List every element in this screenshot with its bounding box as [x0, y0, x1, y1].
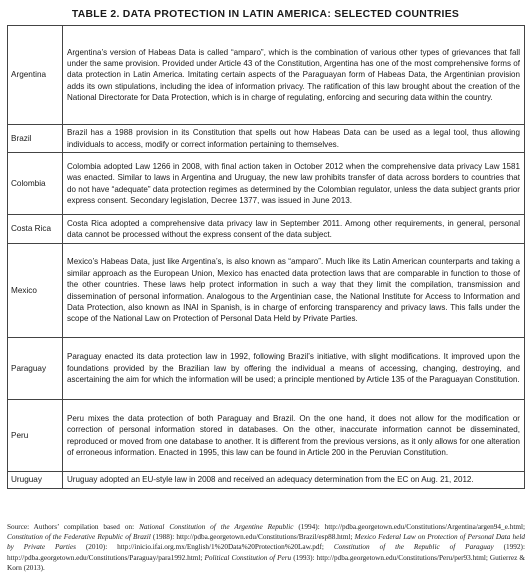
- description-cell: Colombia adopted Law 1266 in 2008, with final action taken in October 2012 when the comprehensive data privacy Law 1581 was enacted. Similar to laws in Argentina and Uruguay, the new law prohibits transfer of data across borders to countries that do not have “adequate” data protection regimes as determined by the Colombian regulator, unless the data subject grants prior express consent. Secondary legislation, Decree 1377, was issued in June 2013.: [63, 153, 525, 215]
- table-row: [8, 244, 525, 338]
- country-cell: Argentina: [8, 26, 63, 125]
- table-row: [8, 215, 525, 244]
- source-title: National Constitution of the Argentine Republic: [139, 523, 294, 531]
- source-title: Constitution of the Federative Republic of Brazil: [7, 533, 151, 542]
- table-row: [8, 125, 525, 153]
- source-text: (1994): http://pdba.georgetown.edu/Constitutions/Argentina/argen94_e.html;: [293, 523, 526, 531]
- source-text: (1992): http://pdba.georgetown.edu/Constitutions/Paraguay/para1992.html;: [7, 543, 525, 562]
- table-row: [8, 153, 525, 215]
- country-cell: Paraguay: [8, 338, 63, 400]
- description-cell: Paraguay enacted its data protection law in 1992, following Brazil’s initiative, with slight modifications. It improved upon the foundations provided by the Brazilian law by offering the individual a means of accessing, changing, destroying, and ascertaining the aim for which the information will be used; a principle mentioned by Article 135 of the Paraguayan Constitution.: [63, 338, 525, 400]
- description-cell: Peru mixes the data protection of both Paraguay and Brazil. On the one hand, it does not allow for the modification or correction of personal information stored in databases. On the other, inaccurate information cannot be disseminated, reproduced or moved from one database to another. It is different from the previous versions, as it only allows for one alteration of erroneous information. Enacted in 1995, this law can be found in Article 200 in the Peruvian Constitution.: [63, 400, 525, 472]
- country-cell: Brazil: [8, 125, 63, 153]
- table-row: [8, 472, 525, 489]
- description-cell: Uruguay adopted an EU-style law in 2008 and received an adequacy determination from the EC on Aug. 21, 2012.: [63, 472, 525, 489]
- source-note: [7, 522, 525, 573]
- data-protection-table: [7, 25, 525, 489]
- source-title: Constitution of the Republic of Paraguay: [333, 543, 494, 552]
- country-cell: Costa Rica: [8, 215, 63, 244]
- country-cell: Colombia: [8, 153, 63, 215]
- table-title: TABLE 2. DATA PROTECTION IN LATIN AMERICA: SELECTED COUNTRIES: [71, 9, 460, 20]
- country-cell: Uruguay: [8, 472, 63, 489]
- country-cell: Mexico: [8, 244, 63, 338]
- description-cell: Mexico’s Habeas Data, just like Argentina’s, is also known as “amparo”. Much like its Latin American counterparts and taking a similar approach as the European Union, Mexico has enacted data protection laws that are comparable in function to those of the other countries. These laws help protect information in such a way that they limit the compilation, transmission and dissemination of personal information. Analogous to the Argentinian case, the National Institute for Access to Information and Data Protection, also known as INAI in Spanish, is in charge of enforcing transparency and privacy laws. This falls under the scope of the National Law on Protection of Personal Data Held by Private Parties.: [63, 244, 525, 338]
- source-text: (1988): http://pdba.georgetown.edu/Constitutions/Brazil/esp88.html;: [150, 533, 355, 542]
- table-row: [8, 400, 525, 472]
- source-text: Source: Authors’ compilation based on:: [7, 523, 140, 531]
- table-row: [8, 26, 525, 125]
- description-cell: Argentina’s version of Habeas Data is called “amparo”, which is the combination of various other types of grievances that fall under the same provision. Provided under Article 43 of the Constitution, Argentina has one of the most comprehensive forms of data protection in Latin America. Imitating certain aspects of the Paraguayan form of Habeas Data, the Argentinian provision adds its own stipulations, including the idea of information privacy. The ratification of this law brought about the creation of the National Directorate for Data Protection, which is in charge of regulating, enforcing and securing data within the country.: [63, 26, 525, 125]
- source-text: (1993): http://pdba.georgetown.edu/Constitutions/Peru/per93.html; Gutierrez & Korn (2013).: [7, 553, 526, 572]
- description-cell: Brazil has a 1988 provision in its Constitution that spells out how Habeas Data can be used as a legal tool, thus allowing individuals to access, modify or correct information pertaining to themselves.: [63, 125, 525, 153]
- description-cell: Costa Rica adopted a comprehensive data privacy law in September 2011. Among other requirements, in general, personal data cannot be processed without the express consent of the data subject.: [63, 215, 525, 244]
- source-text: (2010): http://inicio.ifai.org.mx/English/1%20Data%20Protection%20Law.pdf;: [75, 543, 334, 552]
- source-title: Mexico Federal Law on Protection of Personal Data held by Private Parties: [7, 533, 525, 552]
- table-row: [8, 338, 525, 400]
- source-title: Political Constitution of Peru: [204, 553, 292, 562]
- country-cell: Peru: [8, 400, 63, 472]
